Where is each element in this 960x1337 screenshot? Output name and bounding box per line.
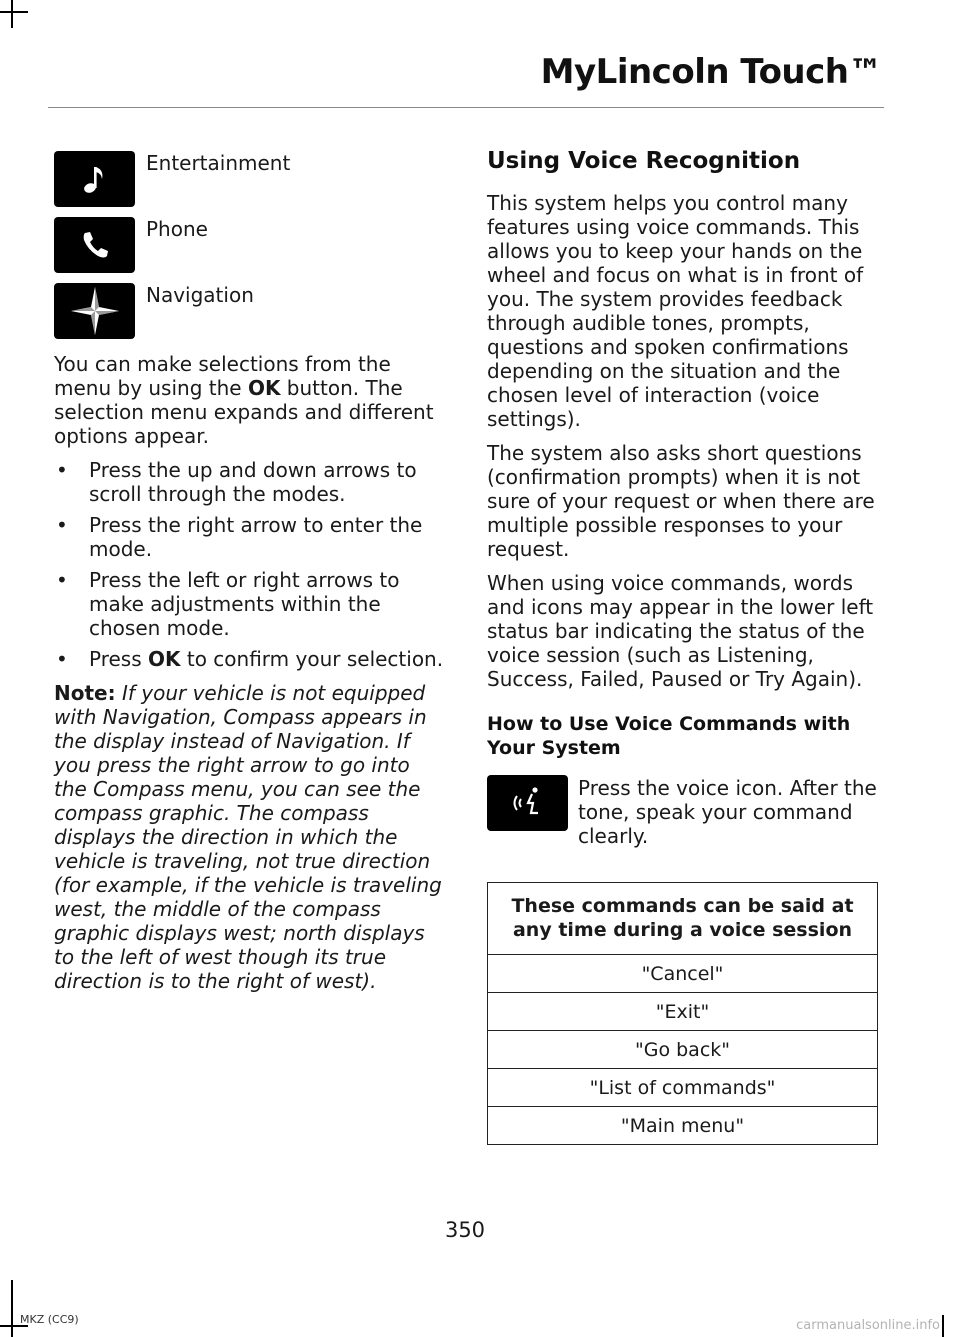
crop-mark bbox=[942, 1315, 944, 1337]
table-row bbox=[488, 955, 878, 993]
page-number: 350 bbox=[444, 1218, 486, 1242]
voice-instruction: Press the voice icon. After the tone, speak your command clearly. bbox=[578, 776, 877, 848]
table-row bbox=[488, 993, 878, 1031]
table-row bbox=[488, 1069, 878, 1107]
intro-paragraph: You can make selections from the menu by using the OK button. The selection menu expands and different options appear. bbox=[54, 352, 434, 448]
table-cell: "Exit" bbox=[488, 993, 878, 1031]
table-cell: "Main menu" bbox=[488, 1107, 878, 1145]
list-item: • Press OK to confirm your selection. bbox=[54, 647, 446, 671]
paragraph: When using voice commands, words and icons may appear in the lower left status bar indicating the status of the voice session (such as Listening, Success, Failed, Paused or Try Again). bbox=[487, 571, 874, 691]
header-divider bbox=[48, 107, 884, 108]
watermark: carmanualsonline.info bbox=[796, 1318, 940, 1333]
navigation-label: Navigation bbox=[146, 283, 254, 307]
music-note-icon bbox=[54, 151, 135, 207]
phone-icon bbox=[54, 217, 135, 273]
voice-commands-table bbox=[487, 882, 878, 1145]
table-row bbox=[488, 1107, 878, 1145]
table-row bbox=[488, 1031, 878, 1069]
left-column bbox=[54, 352, 446, 1003]
voice-icon bbox=[487, 775, 568, 831]
compass-icon bbox=[54, 283, 135, 339]
table-cell: "Go back" bbox=[488, 1031, 878, 1069]
phone-label: Phone bbox=[146, 217, 208, 241]
crop-mark bbox=[11, 0, 13, 28]
list-item: • Press the up and down arrows to scroll through the modes. bbox=[54, 458, 446, 506]
list-item: • Press the right arrow to enter the mode. bbox=[54, 513, 446, 561]
table-cell: "List of commands" bbox=[488, 1069, 878, 1107]
list-item: • Press the left or right arrows to make adjustments within the chosen mode. bbox=[54, 568, 446, 640]
paragraph: The system also asks short questions (confirmation prompts) when it is not sure of your request or when there are multiple possible responses to your request. bbox=[487, 441, 875, 561]
page-title: MyLincoln Touch™ bbox=[540, 52, 882, 92]
table-header: These commands can be said at any time during a voice session bbox=[488, 883, 878, 955]
right-column bbox=[487, 191, 879, 701]
section-heading: Using Voice Recognition bbox=[487, 148, 801, 174]
model-code: MKZ (CC9) bbox=[20, 1313, 79, 1326]
subsection-heading: How to Use Voice Commands with Your System bbox=[487, 713, 851, 759]
paragraph: This system helps you control many features using voice commands. This allows you to keep your hands on the wheel and focus on what is in front of you. The system provides feedback through audible tones, prompts, questions and spoken confirmations depending on the situation and the chosen level of interaction (voice settings). bbox=[487, 191, 864, 431]
note-paragraph: Note: If your vehicle is not equipped with Navigation, Compass appears in the display instead of Navigation. If you press the right arrow to go into the Compass menu, you can see the compass graphic. The compass displays the direction in which the vehicle is traveling, not true direction (for example, if the vehicle is traveling west, the middle of the compass graphic displays west; north displays to the left of west though its true direction is to the right of west). bbox=[54, 681, 442, 993]
instruction-list bbox=[54, 458, 446, 671]
crop-mark bbox=[11, 1280, 13, 1337]
table-cell: "Cancel" bbox=[488, 955, 878, 993]
crop-mark bbox=[0, 11, 28, 13]
entertainment-label: Entertainment bbox=[146, 151, 291, 175]
